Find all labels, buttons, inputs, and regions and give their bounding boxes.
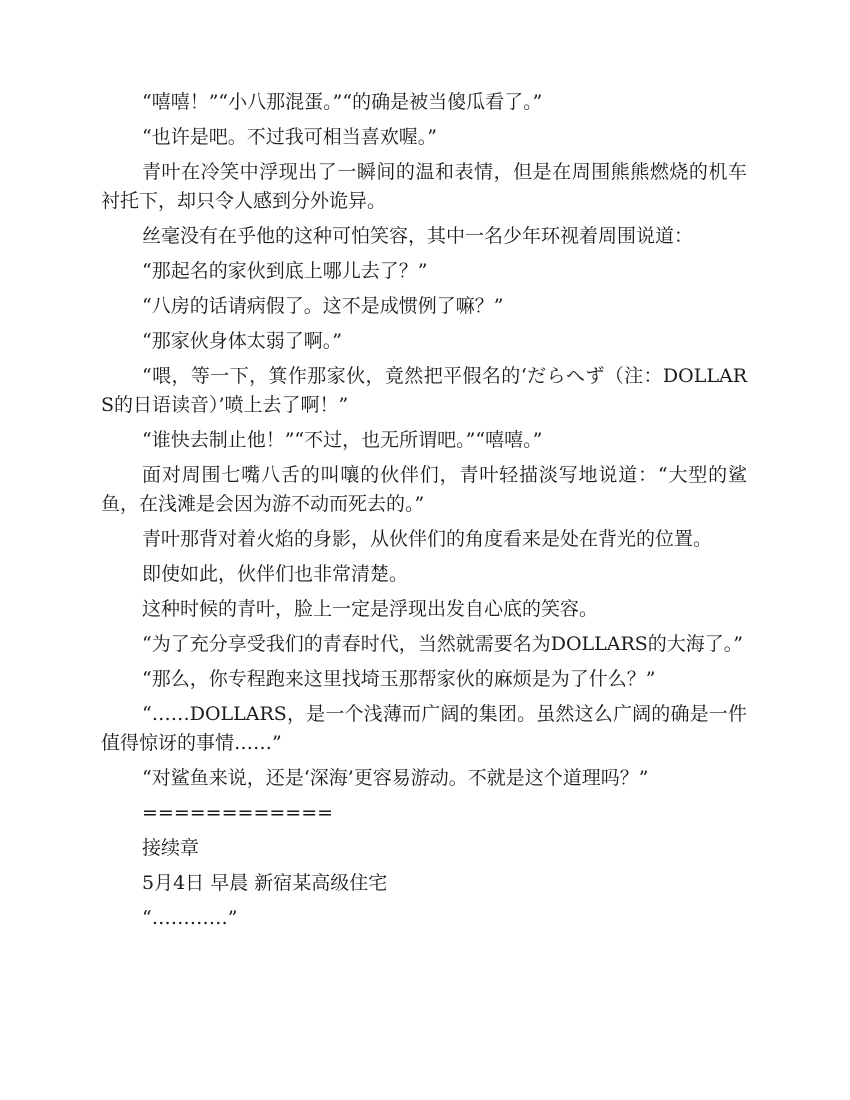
- paragraph: “那起名的家伙到底上哪儿去了？”: [142, 260, 428, 282]
- paragraph: “谁快去制止他！”“不过，也无所谓吧。”“嘻嘻。”: [142, 429, 543, 451]
- paragraph: “……DOLLARS，是一个浅薄而广阔的集团。虽然这么广阔的确是一件值得惊讶的事情……”: [101, 703, 747, 754]
- paragraph: “那家伙身体太弱了啊。”: [142, 330, 342, 352]
- paragraph: 面对周围七嘴八舌的叫嚷的伙伴们，青叶轻描淡写地说道：“大型的鲨鱼，在浅滩是会因为游不动而死去的。”: [101, 464, 747, 515]
- paragraph: 丝毫没有在乎他的这种可怕笑容，其中一名少年环视着周围说道：: [142, 225, 694, 247]
- paragraph: “嘻嘻！”“小八那混蛋。”“的确是被当傻瓜看了。”: [142, 91, 543, 113]
- paragraph: 青叶在冷笑中浮现出了一瞬间的温和表情，但是在周围熊熊燃烧的机车衬托下，却只令人感到分外诡异。: [101, 161, 747, 212]
- paragraph: “…………”: [142, 907, 238, 929]
- paragraph: 青叶那背对着火焰的身影，从伙伴们的角度看来是处在背光的位置。: [142, 528, 713, 550]
- paragraph: “也许是吧。不过我可相当喜欢喔。”: [142, 126, 437, 148]
- paragraph: 这种时候的青叶，脸上一定是浮现出发自心底的笑容。: [142, 598, 599, 620]
- section-divider: ============: [142, 802, 334, 824]
- scene-heading: 5月4日 早晨 新宿某高级住宅: [142, 872, 388, 894]
- chapter-title: 接续章: [142, 837, 200, 859]
- paragraph: “那么，你专程跑来这里找埼玉那帮家伙的麻烦是为了什么？”: [142, 668, 656, 690]
- paragraph: “喂，等一下，箕作那家伙，竟然把平假名的‘だらへず（注：DOLLARS的日语读音）’喷上去了啊！”: [101, 365, 747, 416]
- document-page: [101, 88, 747, 939]
- paragraph: “为了充分享受我们的青春时代，当然就需要名为DOLLARS的大海了。”: [142, 633, 744, 655]
- paragraph: “对鲨鱼来说，还是‘深海’更容易游动。不就是这个道理吗？”: [142, 767, 649, 789]
- paragraph: “八房的话请病假了。这不是成惯例了嘛？”: [142, 295, 504, 317]
- paragraph: 即使如此，伙伴们也非常清楚。: [142, 563, 409, 585]
